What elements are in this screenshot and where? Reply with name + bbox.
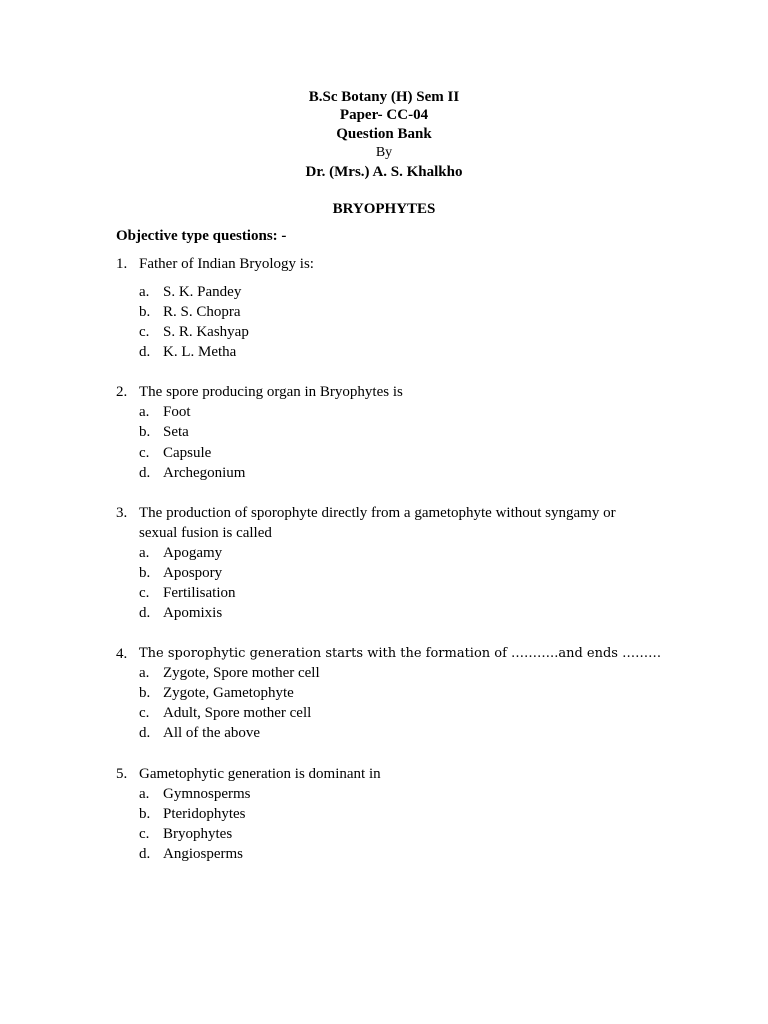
option-text: All of the above — [163, 725, 261, 741]
option-text: Gymnosperms — [163, 786, 251, 802]
option-text: Zygote, Spore mother cell — [163, 665, 320, 681]
option-letter: d. — [139, 465, 151, 481]
section-title: BRYOPHYTES — [332, 201, 436, 217]
option-text: Adult, Spore mother cell — [163, 705, 312, 721]
option-letter: b. — [139, 565, 151, 581]
option-letter: d. — [139, 846, 151, 862]
option-text: K. L. Metha — [163, 344, 237, 360]
option-letter: a. — [139, 665, 150, 681]
option-text: Pteridophytes — [163, 806, 246, 822]
option-text: Bryophytes — [163, 826, 233, 842]
option-text: Seta — [163, 424, 189, 440]
question-number: 4. — [116, 646, 128, 662]
option-letter: c. — [139, 705, 150, 721]
question-text-continued: sexual fusion is called — [139, 525, 272, 541]
option-text: S. K. Pandey — [163, 284, 242, 300]
question-text: The sporophytic generation starts with the formation of ………..and ends ……… — [139, 646, 662, 661]
question-number: 1. — [116, 256, 128, 272]
option-text: Apogamy — [163, 545, 223, 561]
option-text: Angiosperms — [163, 846, 243, 862]
subsection-title: Objective type questions: - — [116, 228, 287, 244]
question-number: 3. — [116, 505, 128, 521]
option-text: Zygote, Gametophyte — [163, 685, 294, 701]
by-label: By — [375, 145, 393, 160]
option-letter: b. — [139, 806, 151, 822]
question-text: The spore producing organ in Bryophytes is — [139, 384, 403, 400]
option-letter: d. — [139, 344, 151, 360]
option-letter: c. — [139, 585, 150, 601]
option-letter: c. — [139, 445, 150, 461]
option-letter: c. — [139, 324, 150, 340]
option-letter: d. — [139, 725, 151, 741]
option-text: Apospory — [163, 565, 223, 581]
question-text: The production of sporophyte directly from a gametophyte without syngamy or — [139, 505, 616, 521]
option-text: Foot — [163, 404, 191, 420]
question-number: 5. — [116, 766, 128, 782]
option-letter: c. — [139, 826, 150, 842]
option-letter: a. — [139, 786, 150, 802]
author-name: Dr. (Mrs.) A. S. Khalkho — [305, 164, 463, 180]
option-text: Fertilisation — [163, 585, 236, 601]
option-text: Archegonium — [163, 465, 246, 481]
option-letter: b. — [139, 685, 151, 701]
question-text: Gametophytic generation is dominant in — [139, 766, 381, 782]
question-number: 2. — [116, 384, 128, 400]
option-text: R. S. Chopra — [163, 304, 241, 320]
option-letter: d. — [139, 605, 151, 621]
option-text: Capsule — [163, 445, 212, 461]
document-title: Question Bank — [336, 126, 432, 142]
option-letter: a. — [139, 284, 150, 300]
option-letter: a. — [139, 404, 150, 420]
option-letter: b. — [139, 424, 151, 440]
option-text: S. R. Kashyap — [163, 324, 249, 340]
option-text: Apomixis — [163, 605, 223, 621]
course-title: B.Sc Botany (H) Sem II — [308, 89, 460, 105]
question-text: Father of Indian Bryology is: — [139, 256, 314, 272]
paper-code: Paper- CC-04 — [339, 107, 429, 123]
option-letter: a. — [139, 545, 150, 561]
option-letter: b. — [139, 304, 151, 320]
